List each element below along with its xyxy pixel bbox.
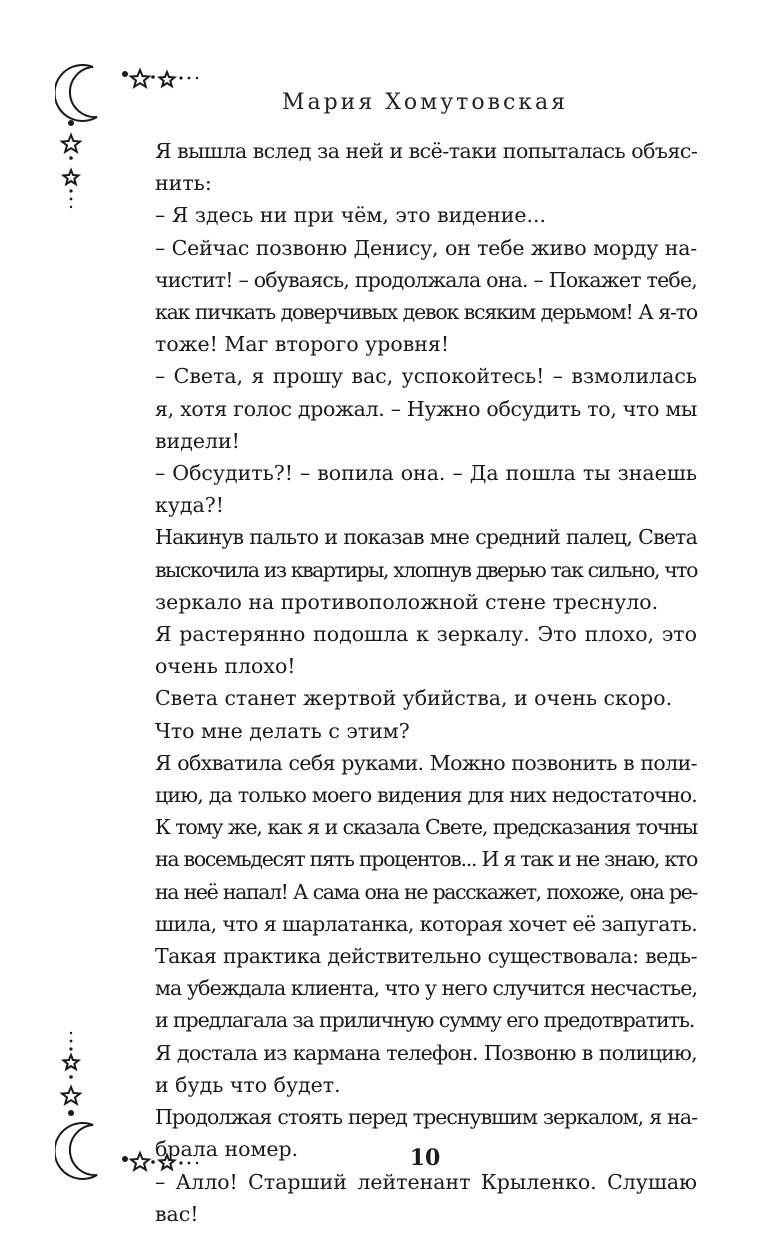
body-text — [155, 135, 697, 1230]
text-line: Что мне делать с этим? — [155, 718, 410, 743]
text-line: и будь что будет. — [155, 1072, 341, 1097]
text-line: Я вышла вслед за ней и всё-таки попыталась объяс- — [155, 139, 698, 163]
text-line: зеркало на противоположной стене треснуло. — [155, 589, 659, 614]
text-line: – Обсудить?! – вопила она. – Да пошла ты знаешь — [155, 461, 697, 486]
page-number: 10 — [409, 1145, 441, 1171]
text-line: – Света, я прошу вас, успокойтесь! – взмолилась — [155, 364, 697, 389]
text-line: Такая практика действительно существовала: ведь- — [155, 944, 697, 969]
star-icon — [64, 170, 79, 184]
text-line: Я растерянно подошла к зеркалу. Это плохо, это — [155, 622, 697, 647]
text-line: брала номер. — [155, 1137, 299, 1162]
text-line: Света станет жертвой убийства, и очень скоро. — [155, 686, 673, 711]
text-line: Я достала из кармана телефон. Позвоню в полицию, — [155, 1040, 697, 1065]
text-line: Накинув пальто и показав мне средний палец, Света — [155, 525, 697, 550]
text-line: – Я здесь ни при чём, это видение... — [155, 203, 547, 228]
text-line: – Сейчас позвоню Денису, он тебе живо морду на- — [155, 235, 697, 260]
text-line: цию, да только моего видения для них недостаточно. — [155, 783, 697, 808]
text-line: выскочила из квартиры, хлопнув дверью так сильно, что — [155, 557, 697, 582]
star-icon — [131, 1153, 149, 1170]
text-line: Я обхватила себя руками. Можно позвонить в поли- — [155, 750, 697, 775]
text-line: – Алло! Старший лейтенант Крыленко. Слушаю — [155, 1169, 697, 1194]
text-line: вас! — [155, 1201, 199, 1226]
text-line: чистит! – обуваясь, продолжала она. – Покажет тебе, — [155, 267, 697, 292]
text-line: шила, что я шарлатанка, которая хочет её запугать. — [155, 911, 698, 936]
text-line: и предлагала за приличную сумму его предотвратить. — [155, 1008, 695, 1033]
text-line: Продолжая стоять перед треснувшим зеркалом, я на- — [155, 1105, 697, 1130]
text-line: ма убеждала клиента, что у него случится несчастье, — [155, 976, 698, 1001]
star-icon — [160, 72, 175, 86]
text-line: К тому же, как я и сказала Свете, предсказания точны — [155, 815, 697, 840]
text-line: на восемьдесят пять процентов... И я так и не знаю, кто — [155, 847, 697, 872]
text-line: куда?! — [155, 493, 224, 518]
text-line: нить: — [155, 171, 212, 196]
running-header-author: Мария Хомутовская — [281, 90, 569, 115]
crescent-moon-icon — [55, 1123, 97, 1179]
text-line: я, хотя голос дрожал. – Нужно обсудить то, что мы — [155, 396, 697, 421]
text-line: очень плохо! — [155, 654, 296, 679]
text-line: тоже! Маг второго уровня! — [155, 332, 450, 357]
star-icon — [64, 1055, 79, 1069]
star-icon — [62, 1087, 80, 1104]
text-line: как пичкать доверчивых девок всяким дерьмом! А я-то — [155, 300, 697, 325]
crescent-moon-icon — [55, 65, 97, 121]
text-line: видели! — [155, 428, 240, 453]
star-icon — [62, 135, 80, 152]
text-line: на неё напал! А сама она не расскажет, похоже, она ре- — [155, 879, 697, 904]
star-icon — [131, 70, 149, 87]
